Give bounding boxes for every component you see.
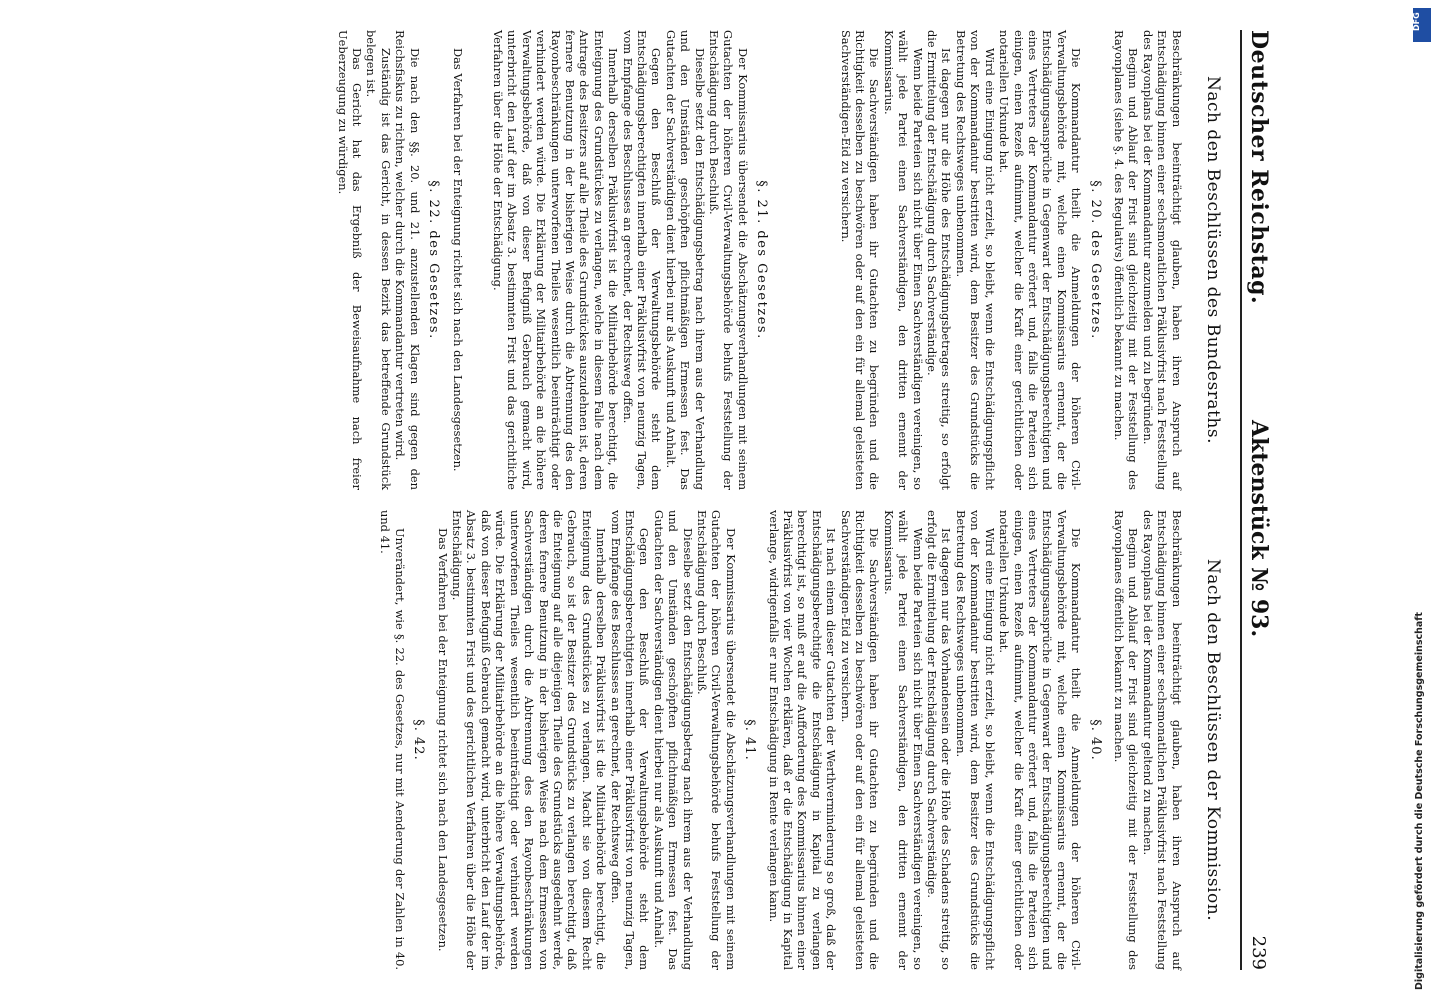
header-title: Deutscher Reichstag. (1246, 30, 1272, 305)
paragraph: Die Sachverständigen haben ihr Gutachten zu begründen und die Richtigkeit desselben zu beschwören oder auf den ein für allemal geleisteten Sachverständigen-Eid zu versichern. (838, 510, 882, 970)
paragraph: Die Sachverständigen haben ihr Gutachten zu begründen und die Richtigkeit desselben zu beschwören oder auf den ein für allemal geleisteten Sachverständigen-Eid zu versichern. (838, 30, 882, 490)
paragraph: Der Kommissarius übersendet die Abschätzungsverhandlungen mit seinem Gutachten der höheren Civil-Verwaltungsbehörde behufs Feststellung der Entschädigung durch Beschluß. (695, 510, 738, 970)
paragraph: Die Kommandantur theilt die Anmeldungen der höheren Civil-Verwaltungsbehörde mit, welche einen Kommissarius ernennt, der die Entschädigungsansprüche in Gegenwart der Entschädigungsberechtigten und eines Vertreters der Kommandantur erörtert und, falls die Parteien sich einigen, einen Rezeß aufnimmt, welcher die Kraft einer gerichtlichen oder notariellen Urkunde hat. (997, 30, 1084, 490)
paragraph: Beschränkungen beeinträchtigt glauben, haben ihren Anspruch auf Entschädigung binnen einer sechsmonatlichen Präklusivfrist nach Feststellung des Rayonplans bei der Kommandantur geltend zu machen. (1140, 510, 1184, 970)
paragraph: Wenn beide Parteien sich nicht über Einen Sachverständigen vereinigen, so wählt jede Partei einen Sachverständigen, den dritten ernennt der Kommissarius. (881, 510, 925, 970)
paragraph: Die Kommandantur theilt die Anmeldungen der höheren Civil-Verwaltungsbehörde mit, welche einen Kommissarius ernennt, der die Entschädigungsansprüche in Gegenwart der Entschädigungsberechtigten und eines Vertreters der Kommandantur erörtert und, falls die Parteien sich einigen, einen Rezeß aufnimmt, welcher die Kraft einer gerichtlichen oder notariellen Urkunde hat. (997, 510, 1084, 970)
document-number: Aktenstück № 93. (1246, 420, 1272, 638)
dfg-logo: DFG (1413, 8, 1431, 42)
section-heading: §. 21. des Gesetzes. (754, 180, 770, 340)
paragraph: Ist nach einem dieser Gutachten der Werthverminderung so groß, daß der Entschädigungsberechtigte die Entschädigung in Kapital zu verlangen berechtigt ist, so muß er auf die Aufforderung des Kommissarius binnen einer Präklusivfrist von vier Wochen erklären, daß er die Entschädigung in Kapital verlange, widrigenfalls er nur Entschädigung in Rente verlangen kann. (766, 510, 839, 970)
paragraph: Dieselbe setzt den Entschädigungsbetrag nach ihrem aus der Verhandlung und den Umständen geschöpften pflichtmäßigen Ermessen fest. Das Gutachten der Sachverständigen dient hierbei nur als Auskunft und Anhalt. (663, 30, 707, 490)
paragraph: Gegen den Beschluß der Verwaltungsbehörde steht dem Entschädigungsberechtigten innerhalb einer Präklusivfrist von neunzig Tagen, vom Empfange des Beschlusses an gerechnet, der Rechtsweg offen. (608, 510, 652, 970)
right-column (378, 510, 1228, 970)
paragraph: Die nach den §§. 20. und 21. anzustellenden Klagen sind gegen den Reichsfiskus zu richten, welcher durch die Kommandantur vertreten wird. (393, 30, 422, 490)
paragraph: Gegen den Beschluß der Verwaltungsbehörde steht dem Entschädigungsberechtigten innerhalb einer Präklusivfrist von neunzig Tagen, vom Empfange des Beschlusses an gerechnet, der Rechtsweg offen. (620, 30, 664, 490)
page-header (1240, 30, 1282, 970)
digitization-note-text: Digitalisierung gefördert durch die Deutsche Forschungsgemeinschaft (1414, 612, 1425, 990)
section-heading: §. 20. des Gesetzes. (1087, 180, 1103, 340)
left-column (335, 30, 1228, 490)
section-heading: §. 41. (742, 719, 758, 761)
paragraph: Zuständig ist das Gericht, in dessen Bezirk das betreffende Grundstück belegen ist. (364, 30, 393, 490)
digitization-note (1414, 210, 1430, 1000)
paragraph: Beschränkungen beeinträchtigt glauben, haben ihren Anspruch auf Entschädigung binnen einer sechsmonatlichen Präklusivfrist nach Feststellung des Rayonplans bei der Kommandantur anzumelden und zu begründen. (1140, 30, 1184, 490)
section-heading: §. 40. (1087, 719, 1103, 761)
paragraph: Wird eine Einigung nicht erzielt, so bleibt, wenn die Entschädigungspflicht von der Kommandantur bestritten wird, dem Besitzer des Grundstücks die Betretung des Rechtsweges unbenommen. (953, 510, 997, 970)
paragraph: Das Verfahren bei der Enteignung richtet sich nach den Landesgesetzen. (450, 48, 465, 472)
left-column-heading: Nach den Beschlüssen des Bundesraths. (1203, 76, 1223, 444)
paragraph: Unverändert, wie §. 22. des Gesetzes, nur mit Aenderung der Zahlen in 40. und 41. (378, 510, 407, 970)
paragraph: Ist dagegen nur das Vorhandensein oder die Höhe des Schadens streitig, so erfolgt die Ermittelung der Entschädigung durch Sachverständige. (925, 510, 954, 970)
paragraph: Innerhalb derselben Präklusivfrist ist die Militairbehörde berechtigt, die Enteignung des Grundstückes zu verlangen. Macht sie von diesem Recht Gebrauch, so ist der Besitzer des Grundstücks zu verlangen berechtigt, daß die Enteignung auf alle diejenigen Theile des Grundstücks ausgedehnt werde, deren fernere Benutzung in der bisherigen Weise nach dem Ermessen von Sachverständigen durch die Abtrennung des den Rayonbeschränkungen unterworfenen Theiles wesentlich beeinträchtigt oder verhindert werden würde. Die Erklärung der Militairbehörde an die höhere Verwaltungsbehörde, daß von dieser Befugniß Gebrauch gemacht wird, unterbricht den Lauf der im Absatz 3. bestimmten Frist und des gerichtlichen Verfahren über die Höhe der Entschädigung. (450, 510, 609, 970)
paragraph: Dieselbe setzt den Entschädigungsbetrag nach ihrem aus der Verhandlung und den Umständen geschöpften pflichtmäßigen Ermessen fest. Das Gutachten der Sachverständigen dient hierbei nur als Auskunft und Anhalt. (651, 510, 695, 970)
paragraph: Beginn und Ablauf der Frist sind gleichzeitig mit der Feststellung des Rayonplanes öffentlich bekannt zu machen. (1111, 510, 1141, 970)
paragraph: Ist dagegen nur die Höhe des Entschädigungsbetrages streitig, so erfolgt die Ermittelung der Entschädigung durch Sachverständige. (925, 30, 954, 490)
section-heading: §. 22. des Gesetzes. (426, 180, 442, 340)
paragraph: Wird eine Einigung nicht erzielt, so bleibt, wenn die Entschädigungspflicht von der Kommandantur bestritten wird, dem Besitzer des Grundstücks die Betretung des Rechtsweges unbenommen. (953, 30, 997, 490)
paragraph: Innerhalb derselben Präklusivfrist ist die Militairbehörde berechtigt, die Enteignung des Grundstückes zu verlangen, welche in diesem Falle nach dem Antrage des Besitzers auf alle Theile des Grundstückes auszudehnen ist, deren fernere Benutzung in der bisherigen Weise durch die Abtrennung des den Rayonbeschränkungen unterworfenen Theiles wesentlich beeinträchtigt oder verhindert werden würde. Die Erklärung der Militairbehörde an die höhere Verwaltungsbehörde, daß von dieser Befugniß Gebrauch gemacht wird, unterbricht den Lauf der im Absatz 3. bestimmten Frist und das gerichtliche Verfahren über die Höhe der Entschädigung. (490, 30, 621, 490)
section-heading: §. 42. (411, 719, 427, 761)
paragraph: Das Gericht hat das Ergebniß der Beweisaufnahme nach freier Ueberzeugung zu würdigen. (335, 30, 365, 490)
paragraph: Beginn und Ablauf der Frist sind gleichzeitig mit der Feststellung des Rayonplanes (siehe §. 4. des Regulativs) öffentlich bekannt zu machen. (1111, 30, 1141, 490)
paragraph: Der Kommissarius übersendet die Abschätzungsverhandlungen mit seinem Gutachten der höheren Civil-Verwaltungsbehörde behufs Feststellung der Entschädigung durch Beschluß. (707, 30, 750, 490)
right-column-heading: Nach den Beschlüssen der Kommission. (1203, 558, 1223, 922)
scanned-page (140, 0, 1290, 1000)
page-number: 239 (1248, 935, 1269, 970)
paragraph: Wenn beide Parteien sich nicht über Einen Sachverständigen vereinigen, so wählt jede Partei einen Sachverständigen, den dritten ernennt der Kommissarius. (881, 30, 925, 490)
paragraph: Das Verfahren bei der Enteignung richtet sich nach den Landesgesetzen. (435, 528, 450, 952)
